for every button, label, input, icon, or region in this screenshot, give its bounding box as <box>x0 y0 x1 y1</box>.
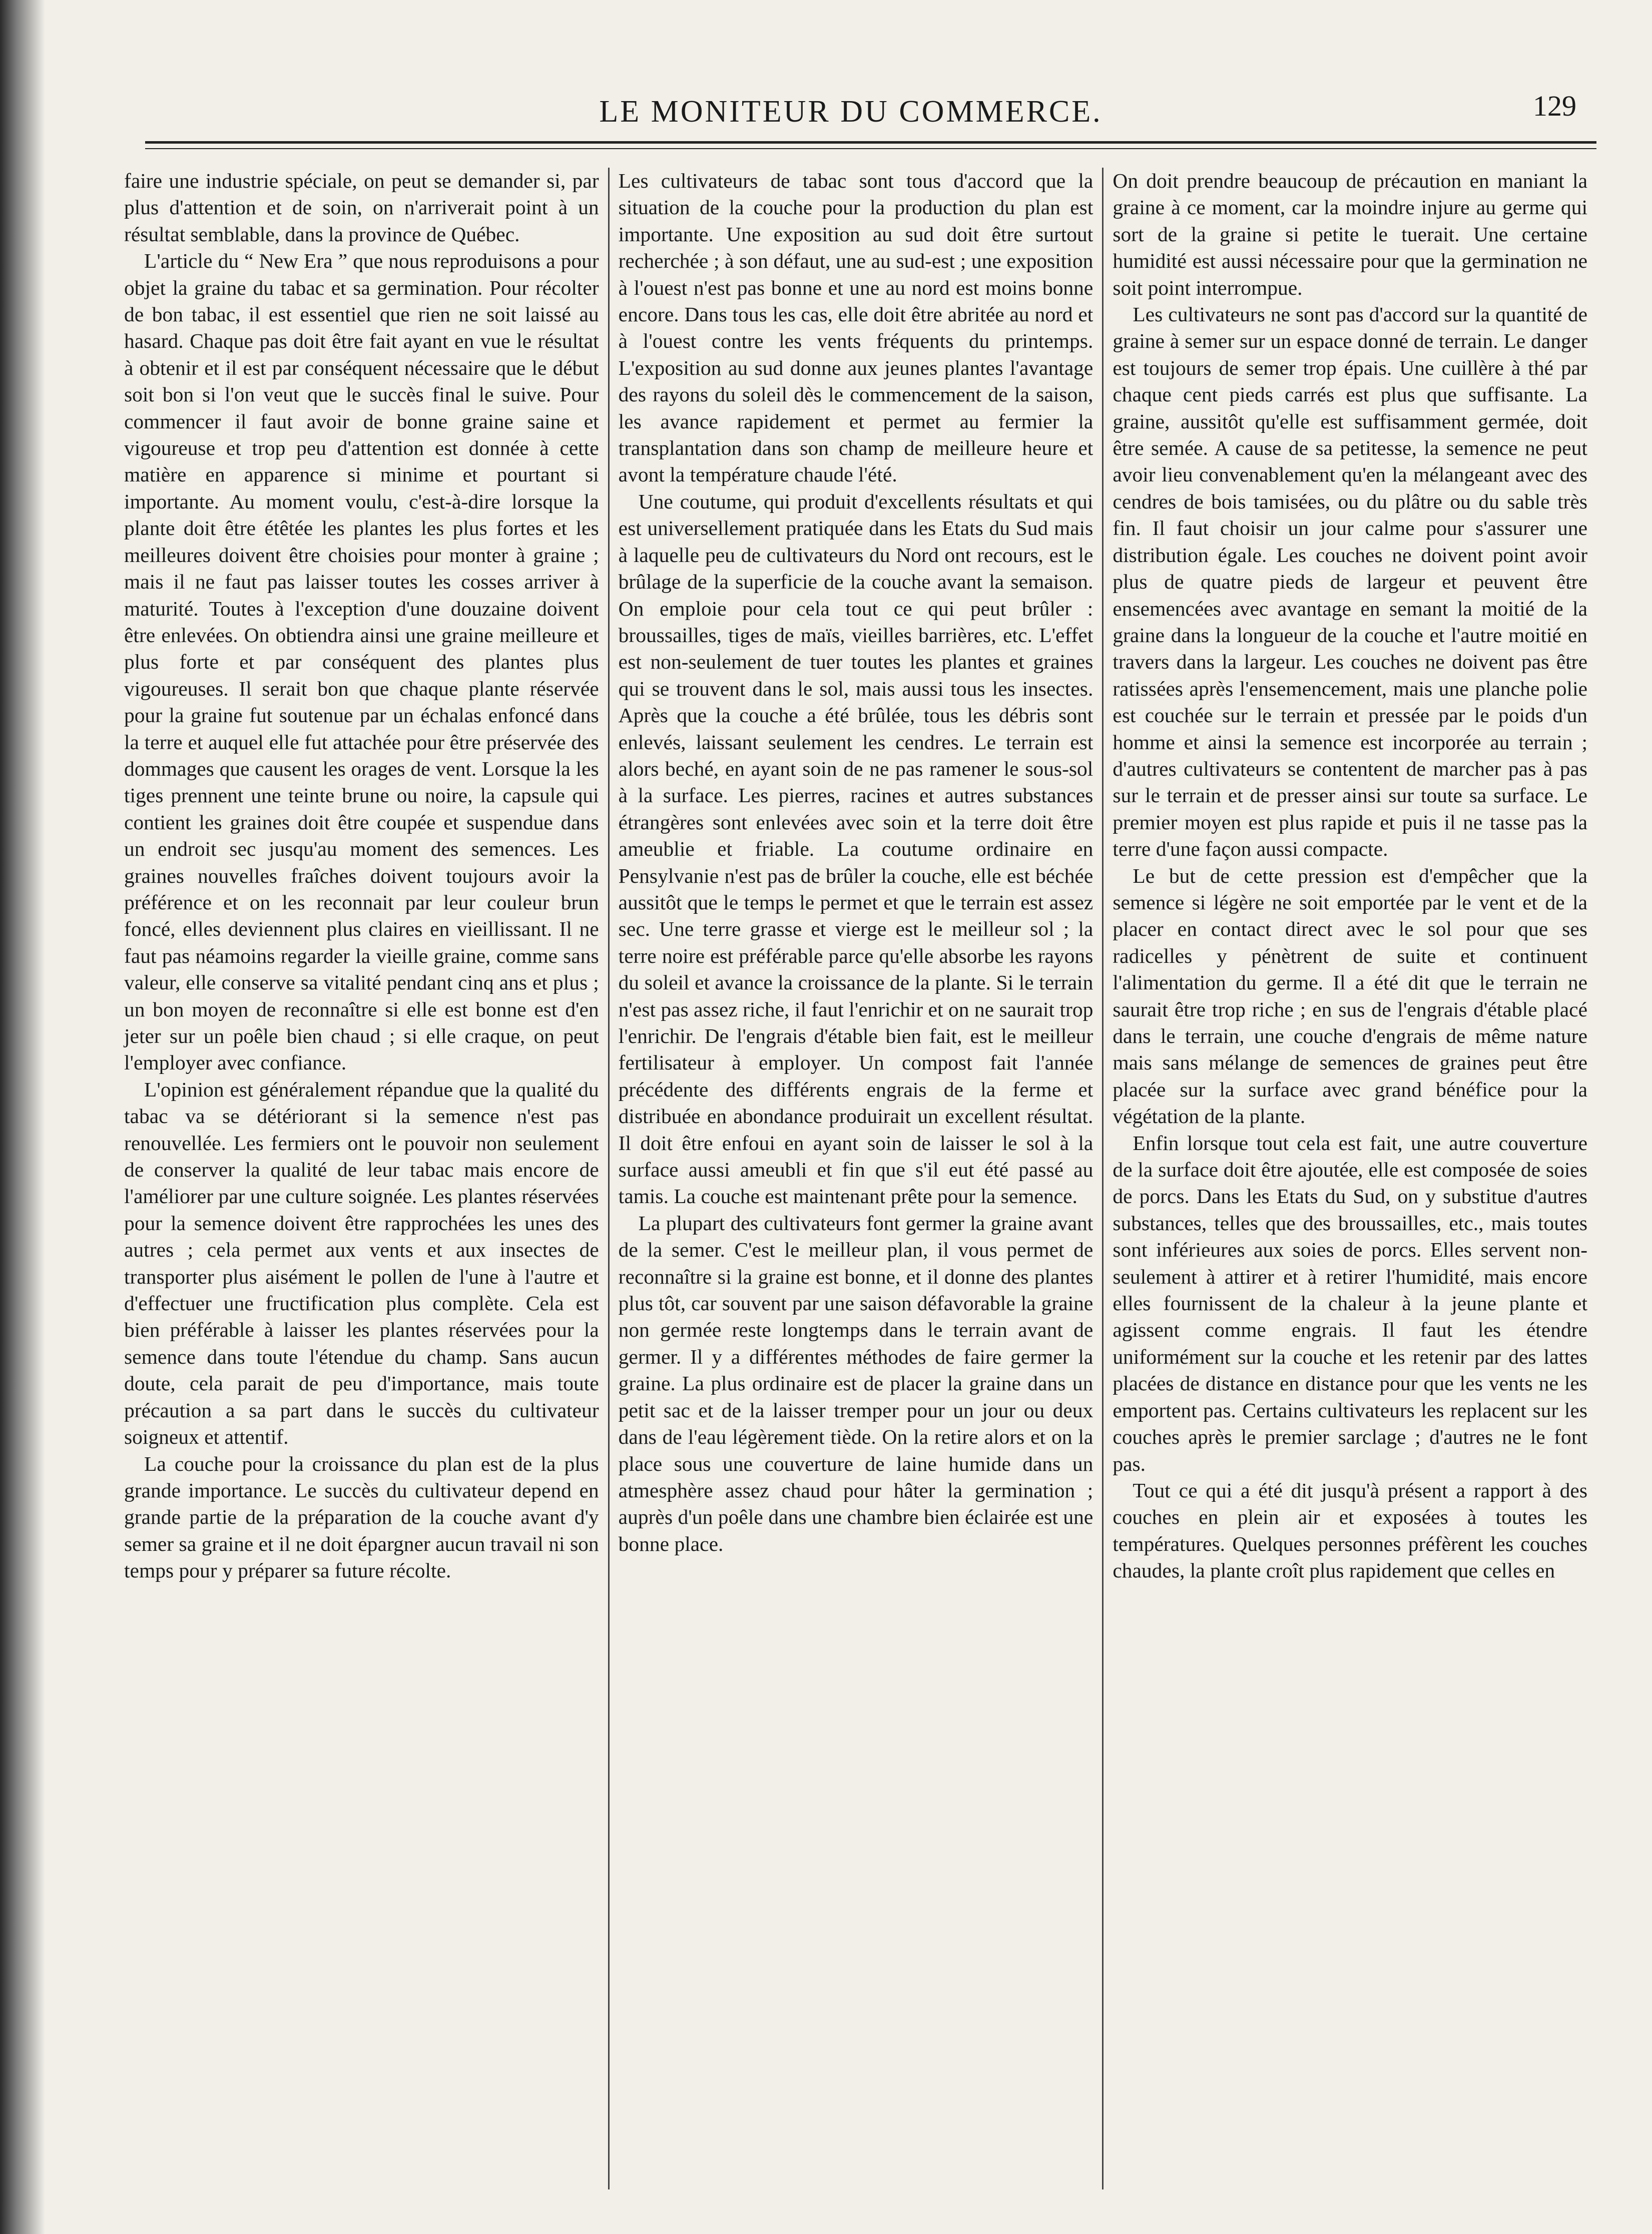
paragraph: Les cultivateurs de tabac sont tous d'accord que la situation de la couche pour la production du plan est importante. Une exposition au sud doit être surtout recherchée ; à son défaut, une au sud-est ; une exposition à l'ouest n'est pas bonne et une au nord est moins bonne encore. Dans tous les cas, elle doit être abritée au nord et à l'ouest contre les vents fréquents du printemps. L'exposition au sud donne aux jeunes plantes l'avantage des rayons du soleil dès le commencement de la saison, les avance rapidement et permet au fermier la transplantation dans son champ de meilleure heure et avont la température chaude l'été. <box>618 169 1093 486</box>
page-number: 129 <box>1533 90 1576 122</box>
paragraph: faire une industrie spéciale, on peut se demander si, par plus d'attention et de soin, on n'arriverait point à un résultat semblable, dans la province de Québec. <box>124 169 599 246</box>
scan-edge-shadow <box>0 0 45 2234</box>
paragraph: L'opinion est généralement répandue que la qualité du tabac va se détériorant si la semence n'est pas renouvellée. Les fermiers ont le pouvoir non seulement de conserver la qualité de leur tabac mais encore de l'améliorer par une culture soignée. Les plantes réservées pour la semence doivent être rapprochées les unes des autres ; cela permet aux vents et aux insectes de transporter plus aisément le pollen de l'une à l'autre et d'effectuer une fructification plus complète. Cela est bien préférable à laisser les plantes réservées pour la semence dans toute l'étendue du champ. Sans aucun doute, cela parait de peu d'importance, mais toute précaution a sa part dans le succès du cultivateur soigneux et attentif. <box>124 1077 599 1449</box>
column-1 <box>115 168 608 2194</box>
paragraph: Les cultivateurs ne sont pas d'accord sur la quantité de graine à semer sur un espace donné de terrain. Le danger est toujours de semer trop épais. Une cuillère à thé par chaque cent pieds carrés est plus que suffisante. La graine, aussitôt qu'elle est suffisamment germée, doit être semée. A cause de sa petitesse, la semence ne peut avoir lieu convenablement qu'en la mélangeant avec des cendres de bois tamisées, ou du plâtre ou du sable très fin. Il faut choisir un jour calme pour s'assurer une distribution égale. Les couches ne doivent point avoir plus de quatre pieds de largeur et peuvent être ensemencées avec avantage en semant la moitié de la graine dans la longueur de la couche et l'autre moitié en travers dans la largeur. Les couches ne doivent pas être ratissées après l'ensemencement, mais une planche polie est couchée sur le terrain et pressée par le poids d'un homme et ainsi la semence est incorporée au terrain ; d'autres cultivateurs se contentent de marcher pas à pas sur le terrain et de presser ainsi sur toute sa surface. Le premier moyen est plus rapide et puis il ne tasse pas la terre d'une façon aussi compacte. <box>1113 303 1588 861</box>
column-3 <box>1104 168 1596 2194</box>
paragraph: On doit prendre beaucoup de précaution en maniant la graine à ce moment, car la moindre injure au germe qui sort de la graine si petite le tuerait. Une certaine humidité est aussi nécessaire pour que la germination ne soit point interrompue. <box>1113 169 1588 299</box>
paragraph: La couche pour la croissance du plan est de la plus grande importance. Le succès du cultivateur depend en grande partie de la préparation de la couche avant d'y semer sa graine et il ne doit épargner aucun travail ni son temps pour y préparer sa future récolte. <box>124 1452 599 1582</box>
paragraph: Le but de cette pression est d'empêcher que la semence si légère ne soit emportée par le vent et de la placer en contact direct avec le sol pour que ses radicelles y pénètrent de suite et continuent l'alimentation du germe. Il a été dit que le terrain ne saurait être trop riche ; en sus de l'engrais d'étable placé dans le terrain, une couche d'engrais de même nature mais sans mélange de semences de graines peut être placée sur la surface avec grand bénéfice pour la végétation de la plante. <box>1113 864 1588 1128</box>
paragraph: Enfin lorsque tout cela est fait, une autre couverture de la surface doit être ajoutée, elle est composée de soies de porcs. Dans les Etats du Sud, on y substitue d'autres substances, telles que des broussailles, etc., mais toutes sont inférieures aux soies de porcs. Elles servent non-seulement à attirer et à retirer l'humidité, mais encore elles fournissent de la chaleur à la jeune plante et agissent comme engrais. Il faut les étendre uniformément sur la couche et les retenir par des lattes placées de distance en distance pour que les vents ne les emportent pas. Certains cultivateurs les replacent sur les couches après le premier sarclage ; d'autres ne le font pas. <box>1113 1131 1588 1475</box>
header-rule-thin <box>145 148 1596 149</box>
article-columns <box>115 168 1596 2194</box>
paragraph: La plupart des cultivateurs font germer la graine avant de la semer. C'est le meilleur plan, il vous permet de reconnaître si la graine est bonne, et il donne des plantes plus tôt, car souvent par une saison défavorable la graine non germée reste longtemps dans le terrain avant de germer. Il y a différentes méthodes de faire germer la graine. La plus ordinaire est de placer la graine dans un petit sac et de la laisser tremper pour un jour ou deux dans de l'eau légèrement tiède. On la retire alors et on la place sous une couverture de laine humide dans un atmesphère assez chaud pour hâter la germination ; auprès d'un poêle dans une chambre bien éclairée est une bonne place. <box>618 1211 1093 1555</box>
paragraph: L'article du “ New Era ” que nous reproduisons a pour objet la graine du tabac et sa germination. Pour récolter de bon tabac, il est essentiel que rien ne soit laissé au hasard. Chaque pas doit être fait ayant en vue le résultat à obtenir et il est par conséquent nécessaire que le début soit bon si l'on veut que le succès final le suive. Pour commencer il faut avoir de bonne graine saine et vigoureuse et trop peu d'attention est donnée à cette matière en apparence si minime et pourtant si importante. Au moment voulu, c'est-à-dire lorsque la plante doit être étêtée les plantes les plus fortes et les meilleures doivent être choisies pour monter à graine ; mais il ne faut pas laisser toutes les cosses arriver à maturité. Toutes à l'exception d'une douzaine doivent être enlevées. On obtiendra ainsi une graine meilleure et plus forte et par conséquent des plantes plus vigoureuses. Il serait bon que chaque plante réservée pour la graine fut soutenue par un échalas enfoncé dans la terre et auquel elle fut attachée pour être préservée des dommages que causent les orages de vent. Lorsque la les tiges prennent une teinte brune ou noire, la capsule qui contient les graines doit être coupée et suspendue dans un endroit sec jusqu'au moment des semences. Les graines nouvelles fraîches doivent toujours avoir la préférence et on les reconnait par leur couleur brun foncé, elles deviennent plus claires en vieillissant. Il ne faut pas néamoins regarder la vieille graine, comme sans valeur, elle conserve sa vitalité pendant cinq ans et plus ; un bon moyen de reconnaître si elle est bonne est d'en jeter sur un poêle bien chaud ; si elle craque, on peut l'employer avec confiance. <box>124 249 599 1074</box>
publication-title: LE MONITEUR DU COMMERCE. <box>599 95 1103 129</box>
header-rule-thick <box>145 141 1596 144</box>
page-header <box>115 85 1586 140</box>
paragraph: Tout ce qui a été dit jusqu'à présent a rapport à des couches en plein air et exposées à toutes les températures. Quelques personnes préfèrent les couches chaudes, la plante croît plus rapidement que celles en <box>1113 1478 1588 1582</box>
column-2 <box>610 168 1103 2194</box>
paragraph: Une coutume, qui produit d'excellents résultats et qui est universellement pratiquée dans les Etats du Sud mais à laquelle peu de cultivateurs du Nord ont recours, est le brûlage de la superficie de la couche avant la semaison. On emploie pour cela tout ce qui peut brûler : broussailles, tiges de maïs, vieilles barrières, etc. L'effet est non-seulement de tuer toutes les plantes et graines qui se trouvent dans le sol, mais aussi tous les insectes. Après que la couche a été brûlée, tous les débris sont enlevés, laissant seulement les cendres. Le terrain est alors beché, en ayant soin de ne pas ramener le sous-sol à la surface. Les pierres, racines et autres substances étrangères sont enlevées avec soin et la terre doit être ameublie et friable. La coutume ordinaire en Pensylvanie n'est pas de brûler la couche, elle est béchée aussitôt que le temps le permet et que le terrain est assez sec. Une terre grasse et vierge est le meilleur sol ; la terre noire est préférable parce qu'elle absorbe les rayons du soleil et avance la croissance de la plante. Si le terrain n'est pas assez riche, il faut l'enrichir et on ne saurait trop l'enrichir. De l'engrais d'étable bien fait, est le meilleur fertilisateur à employer. Un compost fait l'année précédente des différents engrais de la ferme et distribuée en abondance produirait un excellent résultat. Il doit être enfoui en ayant soin de laisser le sol à la surface aussi ameubli et fin que s'il eut été passé au tamis. La couche est maintenant prête pour la semence. <box>618 489 1093 1208</box>
